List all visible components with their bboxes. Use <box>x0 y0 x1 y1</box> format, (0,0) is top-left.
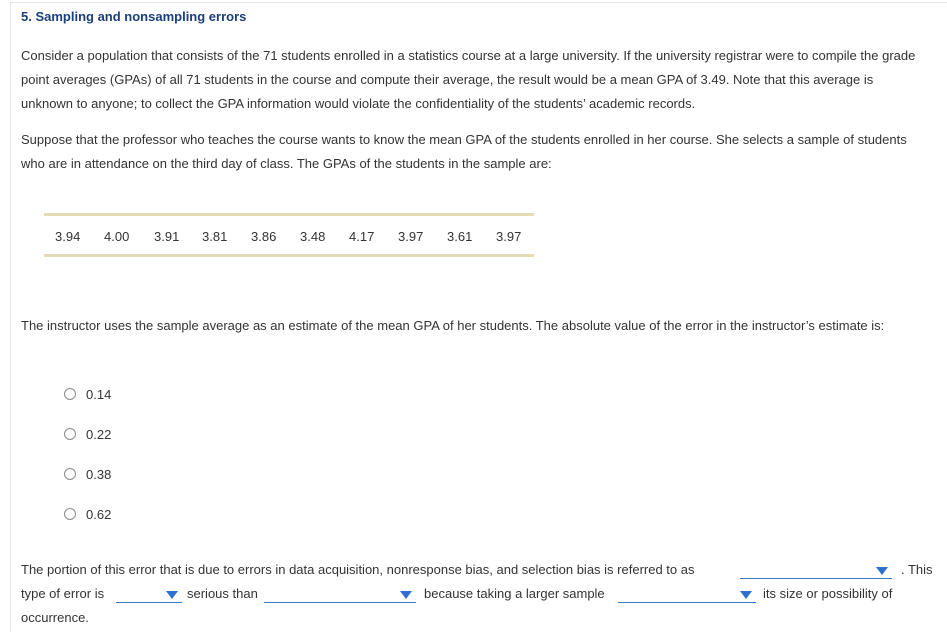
gpa-value: 3.97 <box>496 229 522 244</box>
radio-button[interactable] <box>64 508 76 520</box>
option-0-62[interactable] <box>64 505 111 523</box>
estimate-paragraph: The instructor uses the sample average as an estimate of the mean GPA of her students. The absolute value of the error in the instructor’s estimate is: <box>21 318 885 333</box>
gpa-sample-table <box>44 213 534 257</box>
sentence-part-4: serious than <box>187 586 258 601</box>
radio-button[interactable] <box>64 388 76 400</box>
sentence-part-6: its size or possibility of <box>763 586 893 601</box>
comparison-error-dropdown[interactable] <box>264 586 416 603</box>
option-0-38[interactable] <box>64 465 111 483</box>
option-label: 0.22 <box>86 426 112 442</box>
gpa-value: 3.86 <box>251 229 277 244</box>
radio-button[interactable] <box>64 468 76 480</box>
gpa-value: 3.97 <box>398 229 424 244</box>
gpa-value: 3.81 <box>202 229 228 244</box>
chevron-down-icon <box>166 591 178 599</box>
sample-paragraph: Suppose that the professor who teaches the course wants to know the mean GPA of the students enrolled in her course. She selects a sample of students who are in attendance on the third day of class. The GPAs of the students in the sample are: <box>21 132 907 171</box>
option-0-14[interactable] <box>64 385 111 403</box>
gpa-value: 3.48 <box>300 229 326 244</box>
sentence-part-7: occurrence. <box>21 610 89 625</box>
option-label: 0.62 <box>86 506 112 522</box>
panel-top-border <box>10 2 947 3</box>
panel-left-border <box>10 2 11 632</box>
intro-paragraph: Consider a population that consists of the 71 students enrolled in a statistics course at a large university. If the university registrar were to compile the grade point averages (GPAs) of all 71 students in the course and compute their average, the result would be a mean GPA of 3.49. Note that this average is unknown to anyone; to collect the GPA information would violate the confidentiality of the students’ academic records. <box>21 48 916 111</box>
gpa-value: 4.00 <box>104 229 130 244</box>
option-label: 0.14 <box>86 386 112 402</box>
option-label: 0.38 <box>86 466 112 482</box>
chevron-down-icon <box>876 567 888 575</box>
sample-effect-dropdown[interactable] <box>618 586 756 603</box>
question-title: 5. Sampling and nonsampling errors <box>21 9 247 24</box>
gpa-value: 4.17 <box>349 229 375 244</box>
gpa-value: 3.91 <box>154 229 180 244</box>
chevron-down-icon <box>400 591 412 599</box>
seriousness-dropdown[interactable] <box>116 586 182 603</box>
sentence-part-1: The portion of this error that is due to errors in data acquisition, nonresponse bias, and selection bias is referred to as <box>21 562 695 577</box>
sentence-part-3: type of error is <box>21 586 105 601</box>
sentence-part-5: because taking a larger sample <box>424 586 605 601</box>
chevron-down-icon <box>740 591 752 599</box>
option-0-22[interactable] <box>64 425 111 443</box>
sentence-part-2: . This <box>901 562 933 577</box>
gpa-value: 3.61 <box>447 229 473 244</box>
error-type-dropdown[interactable] <box>740 562 892 579</box>
radio-button[interactable] <box>64 428 76 440</box>
gpa-value: 3.94 <box>55 229 81 244</box>
